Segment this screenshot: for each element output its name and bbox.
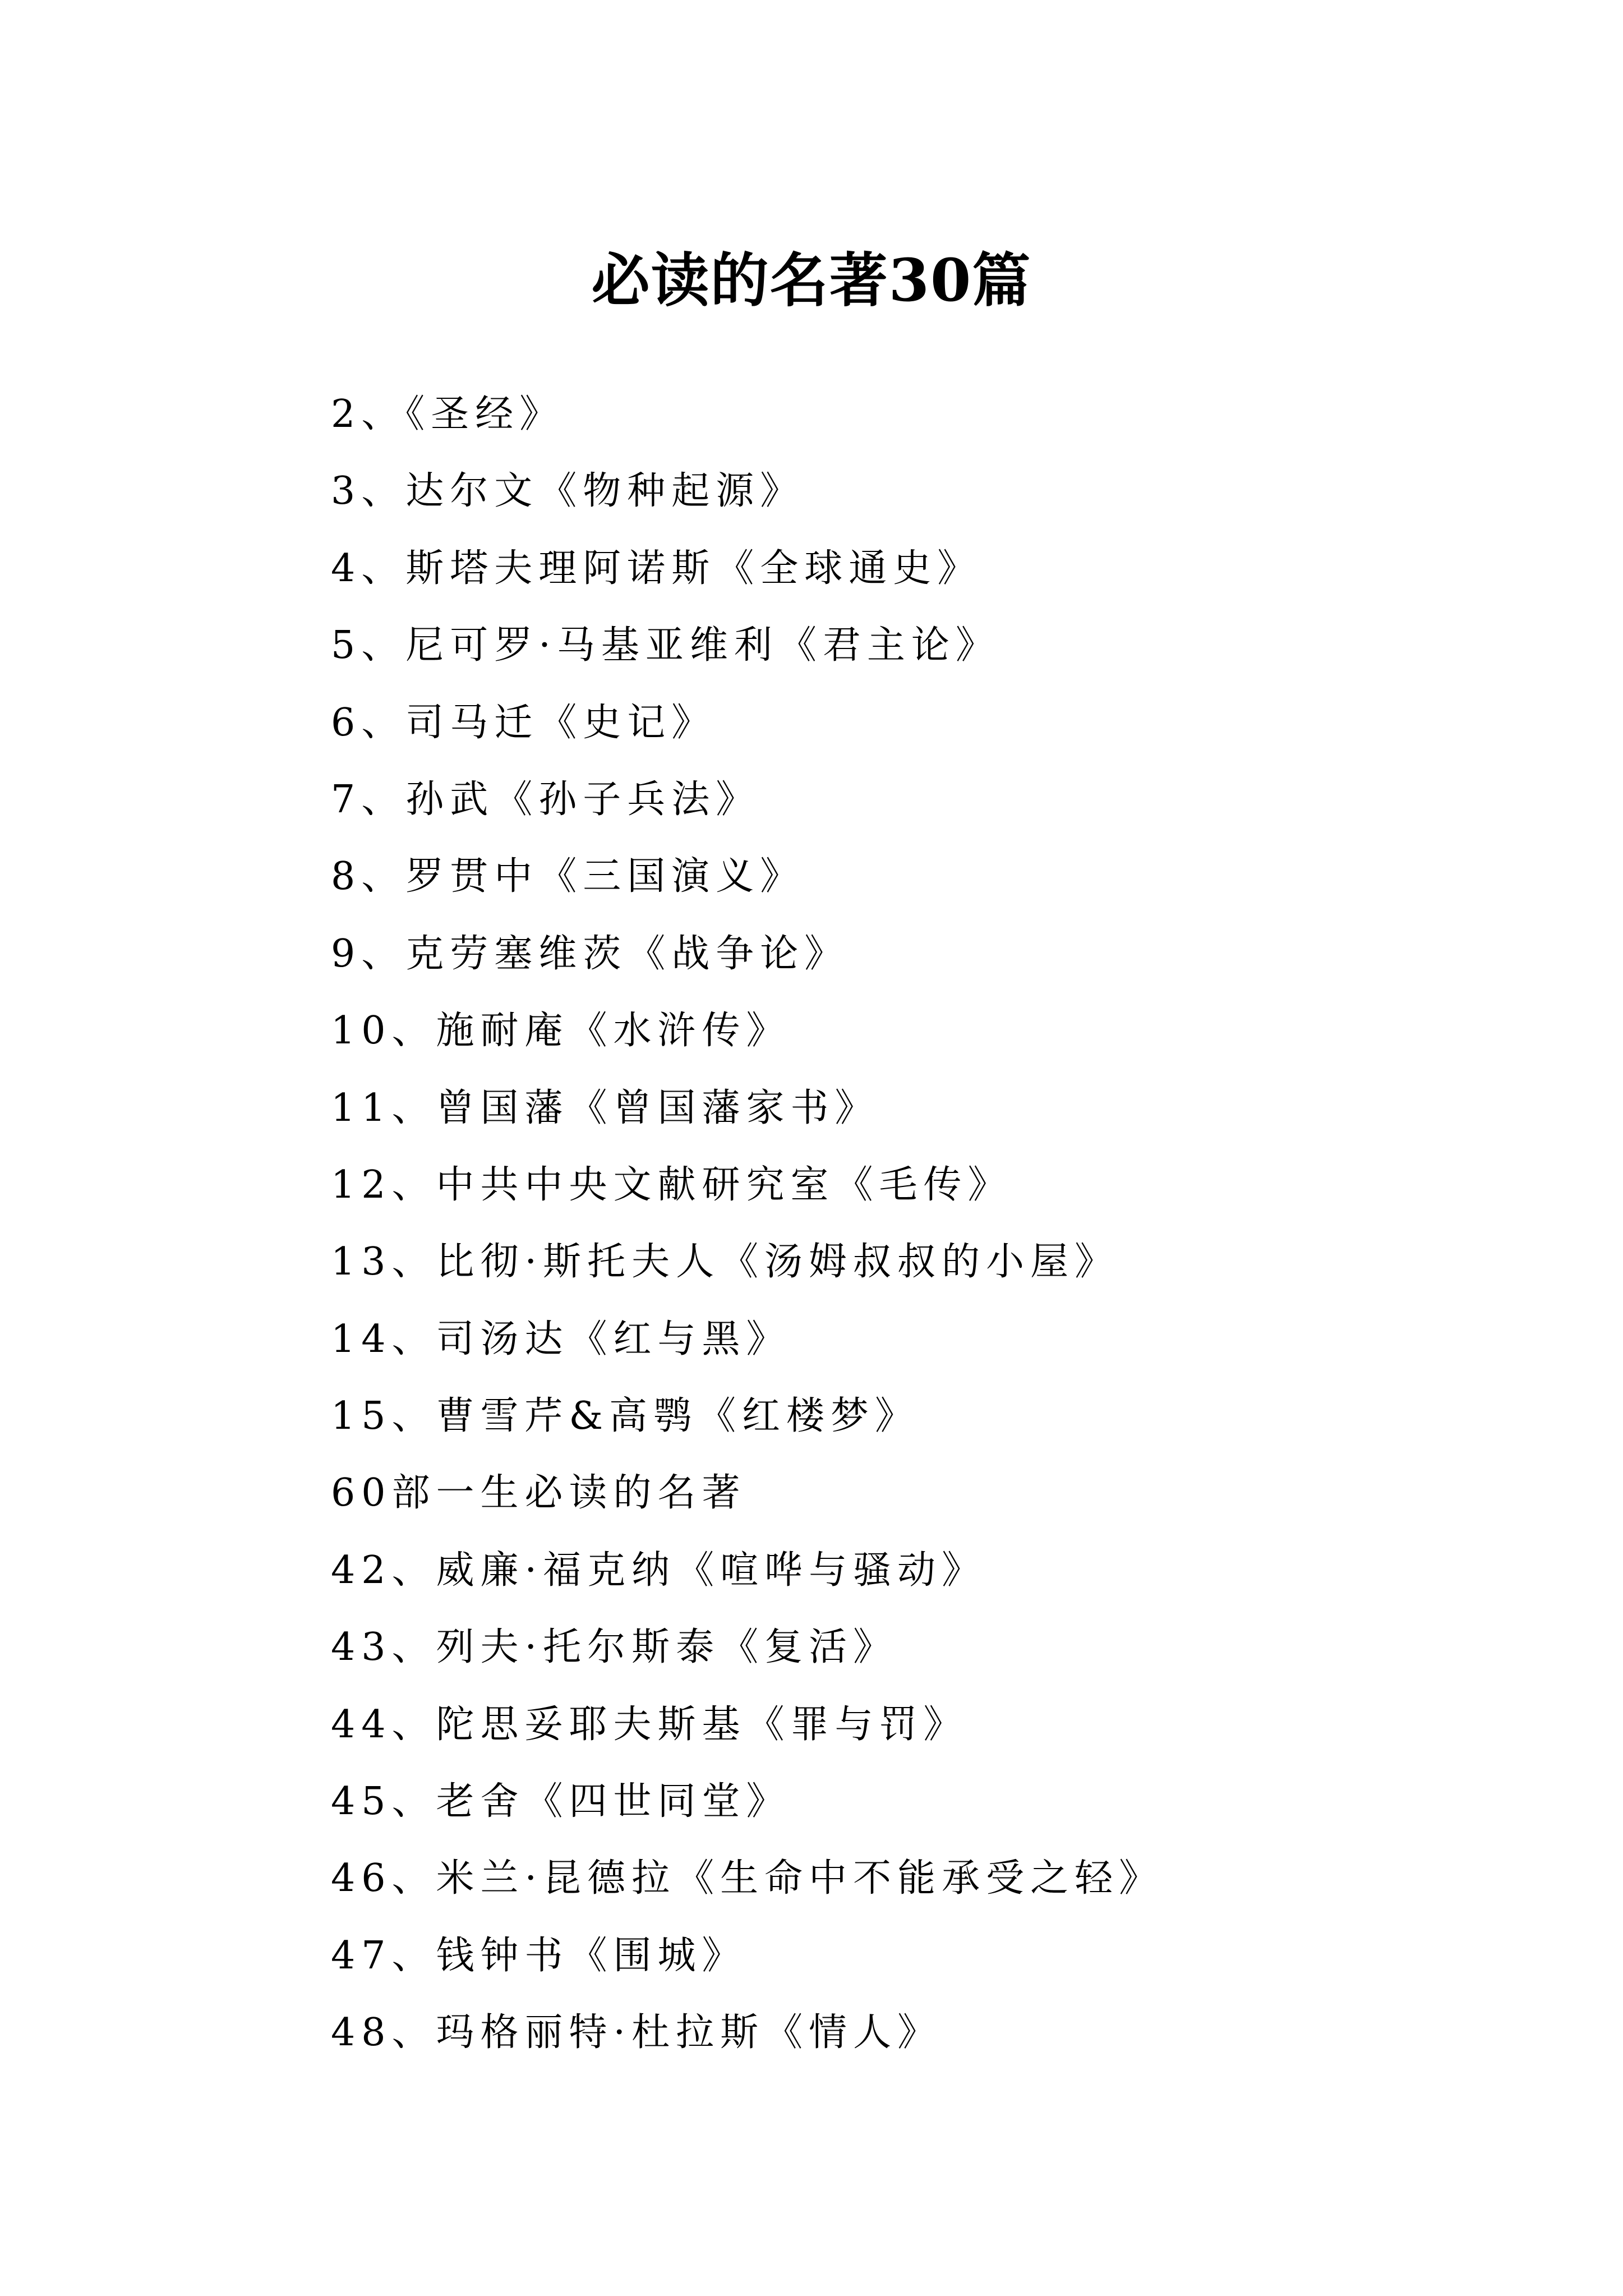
list-item: 10、施耐庵《水浒传》 bbox=[331, 1009, 791, 1053]
list-item: 15、曹雪芹&高鹗《红楼梦》 bbox=[331, 1394, 920, 1439]
list-item: 3、达尔文《物种起源》 bbox=[331, 469, 805, 514]
list-item: 47、钱钟书《围城》 bbox=[331, 1933, 746, 1978]
list-item: 12、中共中央文献研究室《毛传》 bbox=[331, 1162, 1012, 1207]
list-item: 2、《圣经》 bbox=[331, 392, 564, 436]
list-item: 5、尼可罗·马基亚维利《君主论》 bbox=[331, 623, 1000, 668]
list-item: 9、克劳塞维茨《战争论》 bbox=[331, 931, 849, 976]
list-item: 14、司汤达《红与黑》 bbox=[331, 1317, 791, 1361]
list-item: 45、老舍《四世同堂》 bbox=[331, 1779, 791, 1824]
list-item: 8、罗贯中《三国演义》 bbox=[331, 854, 805, 899]
list-item: 4、斯塔夫理阿诺斯《全球通史》 bbox=[331, 546, 982, 591]
list-item: 44、陀思妥耶夫斯基《罪与罚》 bbox=[331, 1702, 968, 1747]
list-item: 13、比彻·斯托夫人《汤姆叔叔的小屋》 bbox=[331, 1240, 1119, 1285]
list-item: 7、孙武《孙子兵法》 bbox=[331, 777, 760, 822]
list-item: 11、曾国藩《曾国藩家书》 bbox=[331, 1085, 879, 1130]
list-item: 43、列夫·托尔斯泰《复活》 bbox=[331, 1625, 898, 1670]
list-item: 48、玛格丽特·杜拉斯《情人》 bbox=[331, 2010, 942, 2055]
section-heading: 60部一生必读的名著 bbox=[331, 1471, 746, 1516]
document-title: 必读的名著30篇 bbox=[591, 245, 1032, 315]
book-list bbox=[331, 376, 1565, 2072]
list-item: 46、米兰·昆德拉《生命中不能承受之轻》 bbox=[331, 1856, 1164, 1901]
list-item: 42、威廉·福克纳《喧哗与骚动》 bbox=[331, 1548, 986, 1593]
list-item: 6、司马迁《史记》 bbox=[331, 700, 716, 745]
